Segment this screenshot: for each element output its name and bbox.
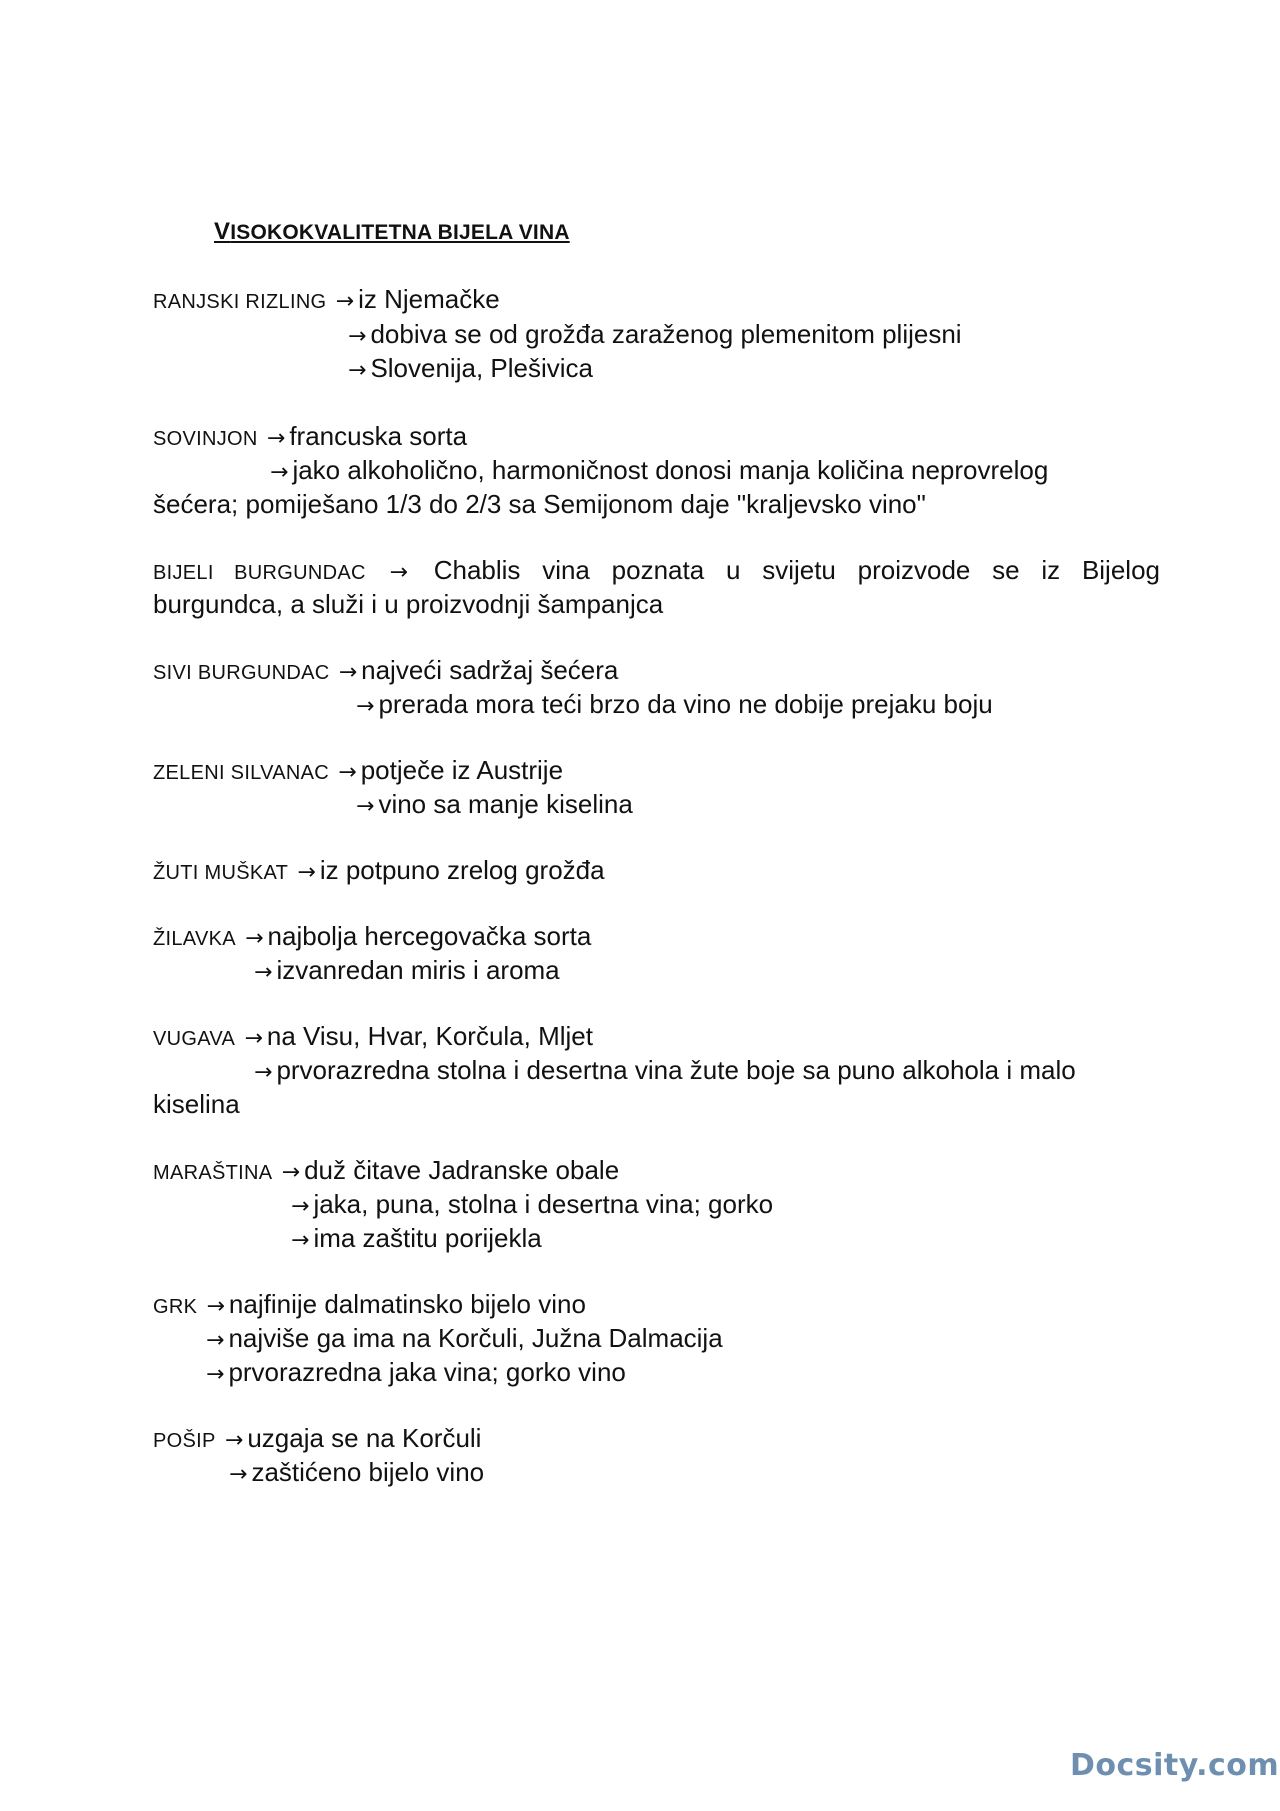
entry-detail: kiselina (153, 1089, 240, 1119)
arrow-icon: → (229, 1462, 248, 1487)
entry-detail: šećera; pomiješano 1/3 do 2/3 sa Semijonom daje "kraljevsko vino" (153, 489, 926, 519)
arrow-icon: → (266, 426, 286, 451)
entry-detail: burgundca, a služi i u proizvodnji šampanjca (153, 589, 664, 619)
wine-name: ŽUTI MUŠKAT (153, 862, 289, 884)
arrow-icon: → (348, 358, 367, 383)
entry-detail: → dobiva se od grožđa zaraženog plemenitom plijesni (348, 319, 962, 349)
arrow-icon: → (348, 324, 367, 349)
arrow-icon: → (335, 289, 355, 314)
arrow-icon: → (297, 860, 316, 885)
entry-detail: → jako alkoholično, harmoničnost donosi manja količina neprovrelog (270, 455, 1049, 485)
entry-detail: → izvanredan miris i aroma (254, 955, 560, 985)
entry-vugava: VUGAVA → na Visu, Hvar, Korčula, Mljet (153, 1021, 593, 1051)
wine-name: SOVINJON (153, 428, 258, 450)
entry-detail: → ima zaštitu porijekla (291, 1223, 542, 1253)
entry-zilavka: ŽILAVKA → najbolja hercegovačka sorta (153, 921, 592, 951)
arrow-icon: → (356, 694, 375, 719)
arrow-icon: → (254, 960, 273, 985)
wine-name: RANJSKI RIZLING (153, 291, 327, 313)
entry-sovinjon: SOVINJON → francuska sorta (153, 421, 468, 451)
entry-detail: → prerada mora teći brzo da vino ne dobije prejaku boju (356, 689, 993, 719)
entry-ranjski-rizling: RANJSKI RIZLING → iz Njemačke (153, 284, 500, 314)
wine-name: SIVI BURGUNDAC (153, 662, 330, 684)
entry-bijeli-burgundac: BIJELI BURGUNDAC → Chablis vina poznata u svijetu proizvode se iz Bijelog (153, 555, 1160, 585)
entry-detail: → prvorazredna jaka vina; gorko vino (206, 1357, 626, 1387)
wine-name: GRK (153, 1296, 198, 1318)
entry-detail: → Slovenija, Plešivica (348, 353, 593, 383)
entry-posip: POŠIP → uzgaja se na Korčuli (153, 1423, 482, 1453)
entry-detail: → vino sa manje kiselina (356, 789, 633, 819)
wine-name: VUGAVA (153, 1028, 236, 1050)
entry-detail: → najviše ga ima na Korčuli, Južna Dalmacija (206, 1323, 723, 1353)
wine-name: BIJELI BURGUNDAC (153, 562, 366, 584)
wine-name: ŽILAVKA (153, 928, 236, 950)
arrow-icon: → (254, 1060, 273, 1085)
entry-zeleni-silvanac: ZELENI SILVANAC → potječe iz Austrije (153, 755, 564, 785)
arrow-icon: → (206, 1328, 225, 1353)
entry-sivi-burgundac: SIVI BURGUNDAC → najveći sadržaj šećera (153, 655, 619, 685)
entry-detail: → prvorazredna stolna i desertna vina žute boje sa puno alkohola i malo (254, 1055, 1076, 1085)
arrow-icon: → (224, 1428, 244, 1453)
entry-marastina: MARAŠTINA → duž čitave Jadranske obale (153, 1155, 620, 1185)
arrow-icon: → (389, 560, 408, 585)
arrow-icon: → (356, 794, 375, 819)
page-title: VISOKOKVALITETNA BIJELA VINA (214, 218, 570, 245)
arrow-icon: → (291, 1228, 310, 1253)
docsity-watermark: Docsity.com (1070, 1748, 1280, 1783)
wine-name: POŠIP (153, 1430, 216, 1452)
arrow-icon: → (338, 760, 357, 785)
arrow-icon: → (338, 660, 358, 685)
arrow-icon: → (270, 460, 289, 485)
arrow-icon: → (244, 1026, 263, 1051)
arrow-icon: → (245, 926, 264, 951)
arrow-icon: → (281, 1160, 301, 1185)
entry-grk: GRK → najfinije dalmatinsko bijelo vino (153, 1289, 586, 1319)
entry-zuti-muskat: ŽUTI MUŠKAT → iz potpuno zrelog grožđa (153, 855, 605, 885)
arrow-icon: → (206, 1294, 225, 1319)
arrow-icon: → (206, 1362, 225, 1387)
entry-detail: → jaka, puna, stolna i desertna vina; gorko (291, 1189, 774, 1219)
arrow-icon: → (291, 1194, 310, 1219)
wine-name: ZELENI SILVANAC (153, 762, 330, 784)
entry-detail: → zaštićeno bijelo vino (229, 1457, 485, 1487)
wine-name: MARAŠTINA (153, 1162, 273, 1184)
